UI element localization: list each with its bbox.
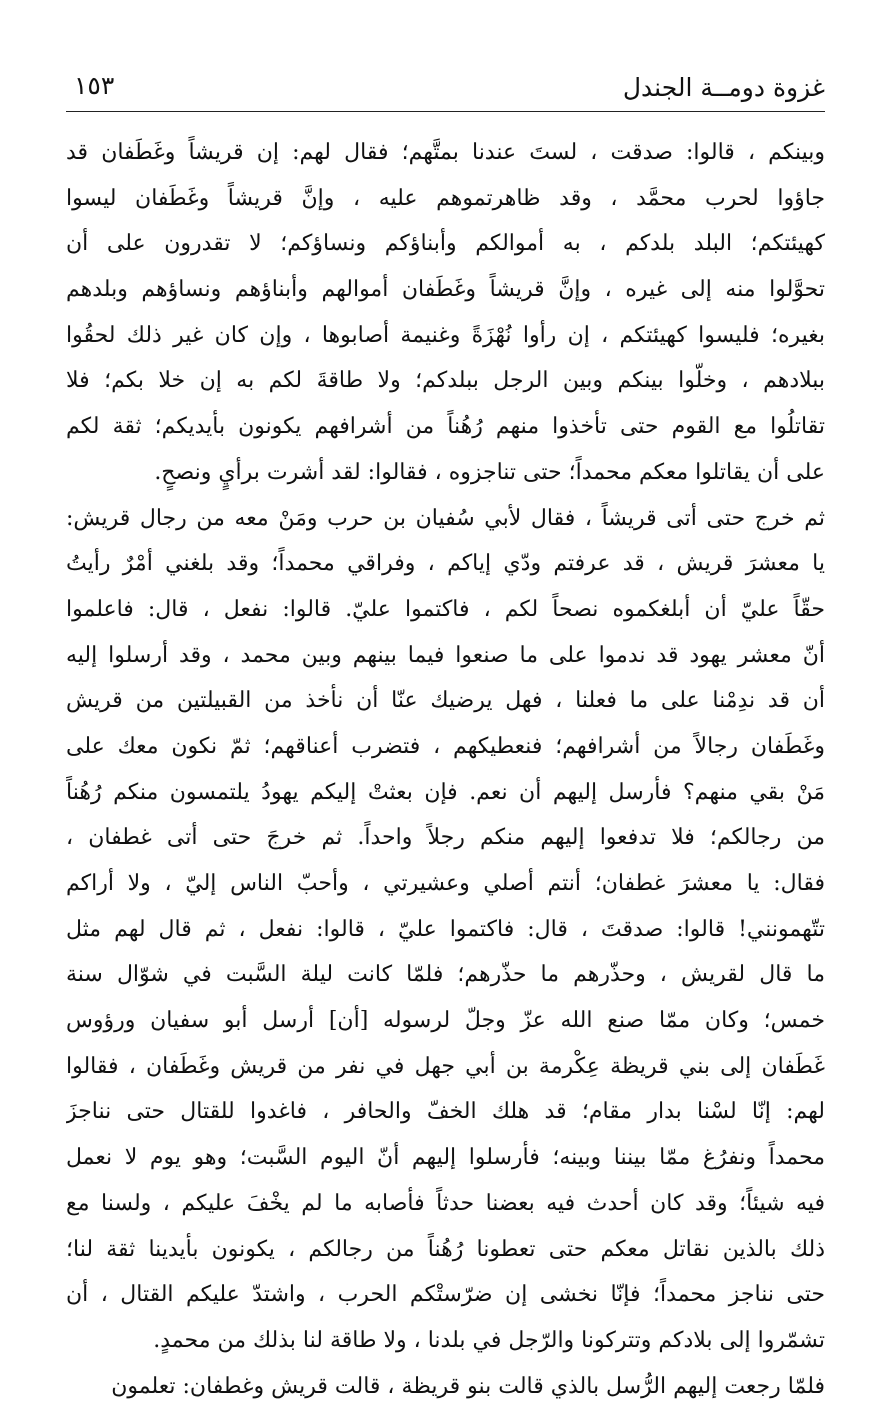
page-number: ١٥٣ (74, 71, 115, 100)
text-line: تحوَّلوا منه إلى غيره ، وإنَّ قريشاً وغَطَفان أموالهم وأبناؤهم ونساؤهم وبلدهم (66, 277, 825, 303)
text-line: فقال: يا معشرَ غطفان؛ أنتم أصلي وعشيرتي ، وأحبّ الناس إليّ ، ولا أراكم (66, 871, 825, 896)
text-line: ثم خرج حتى أتى قريشاً ، فقال لأبي سُفيان بن حرب ومَنْ معه من رجال قريش: (66, 505, 825, 531)
text-line: خمس؛ وكان ممّا صنع الله عزّ وجلّ لرسوله [أن] أرسل أبو سفيان ورؤوس (66, 1008, 825, 1034)
text-line: بغيره؛ فليسوا كهيئتكم ، إن رأوا نُهْزَةً وغنيمة أصابوها ، وإن كان غير ذلك لحقُوا (66, 322, 825, 348)
text-line: ذلك بالذين نقاتل معكم حتى تعطونا رُهُناً من رجالكم ، يكونون بأيدينا ثقة لنا؛ (66, 1236, 825, 1262)
text-line: مَنْ بقي منهم؟ فأرسل إليهم أن نعم. فإن بعثتْ إليكم يهودُ يلتمسون منكم رُهُناً (66, 779, 825, 805)
text-line: غَطَفان إلى بني قريظة عِكْرمة بن أبي جهل في نفر من قريش وغَطَفان ، فقالوا (66, 1053, 825, 1079)
text-line: لهم: إنّا لسْنا بدار مقام؛ قد هلك الخفّ والحافر ، فاغدوا للقتال حتى نناجزَ (66, 1099, 825, 1125)
text-line: حقّاً عليّ أن أبلغكموه نصحاً لكم ، فاكتموا عليّ. قالوا: نفعل ، قال: فاعلموا (66, 596, 825, 622)
text-line: فلمّا رجعت إليهم الرُّسل بالذي قالت بنو قريظة ، قالت قريش وغطفان: تعلمون (111, 1373, 825, 1399)
text-line: ما قال لقريش ، وحذّرهم ما حذّرهم؛ فلمّا كانت ليلة السَّبت في شوّال سنة (66, 962, 825, 988)
text-line: جاؤوا لحرب محمَّد ، وقد ظاهرتموهم عليه ، وإنَّ قريشاً وغَطَفان ليسوا (66, 185, 825, 211)
text-line: تقاتلُوا مع القوم حتى تأخذوا منهم رُهُناً من أشرافهم يكونون بأيديكم؛ ثقة لكم (66, 414, 825, 440)
text-line: محمداً ونفرُغ ممّا بيننا وبينه؛ فأرسلوا إليهم أنّ اليوم السَّبت؛ وهو يوم لا نعمل (66, 1145, 825, 1171)
text-line: من رجالكم؛ فلا تدفعوا إليهم منكم رجلاً واحداً. ثم خرجَ حتى أتى غطفان ، (66, 825, 825, 851)
text-line: على أن يقاتلوا معكم محمداً؛ حتى تناجزوه ، فقالوا: لقد أشرت برأيٍ ونصحٍ. (154, 459, 825, 485)
text-line: فيه شيئاً؛ وقد كان أحدث فيه بعضنا حدثاً فأصابه ما لم يخْفَ عليكم ، ولسنا مع (66, 1190, 825, 1216)
text-line: حتى نناجز محمداً؛ فإنّا نخشى إن ضرّستْكم الحرب ، واشتدّ عليكم القتال ، أن (66, 1282, 825, 1308)
text-line: يا معشرَ قريش ، قد عرفتم ودّي إياكم ، وفراقي محمداً؛ وقد بلغني أمْرٌ رأيتُ (66, 551, 825, 577)
text-line: أنّ معشر يهود قد ندموا على ما صنعوا فيما بينهم وبين محمد ، وقد أرسلوا إليه (66, 642, 825, 668)
text-line: أن قد ندِمْنا على ما فعلنا ، فهل يرضيك عنّا أن نأخذ من القبيلتين من قريش (66, 688, 825, 714)
text-line: تتّهمونني! قالوا: صدقتَ ، قال: فاكتموا عليّ ، قالوا: نفعل ، ثم قال لهم مثل (66, 916, 825, 942)
text-line: ببلادهم ، وخلّوا بينكم وبين الرجل ببلدكم؛ ولا طاقةَ لكم به إن خلا بكم؛ فلا (66, 368, 825, 394)
text-line: تشمّروا إلى بلادكم وتتركونا والرّجل في بلدنا ، ولا طاقة لنا بذلك من محمدٍ. (153, 1327, 825, 1353)
header-rule (66, 111, 825, 112)
body-text (66, 130, 825, 1409)
running-title: غزوة دومــة الجندل (622, 73, 825, 102)
text-line: وبينكم ، قالوا: صدقت ، لستَ عندنا بمتَّهم؛ فقال لهم: إن قريشاً وغَطَفان قد (66, 140, 825, 165)
page-header (66, 68, 825, 108)
text-line: وغَطَفان رجالاً من أشرافهم؛ فنعطيكهم ، فتضرب أعناقهم؛ ثمّ نكون معك على (66, 733, 825, 759)
text-line: كهيئتكم؛ البلد بلدكم ، به أموالكم وأبناؤكم ونساؤكم؛ لا تقدرون على أن (66, 231, 825, 257)
